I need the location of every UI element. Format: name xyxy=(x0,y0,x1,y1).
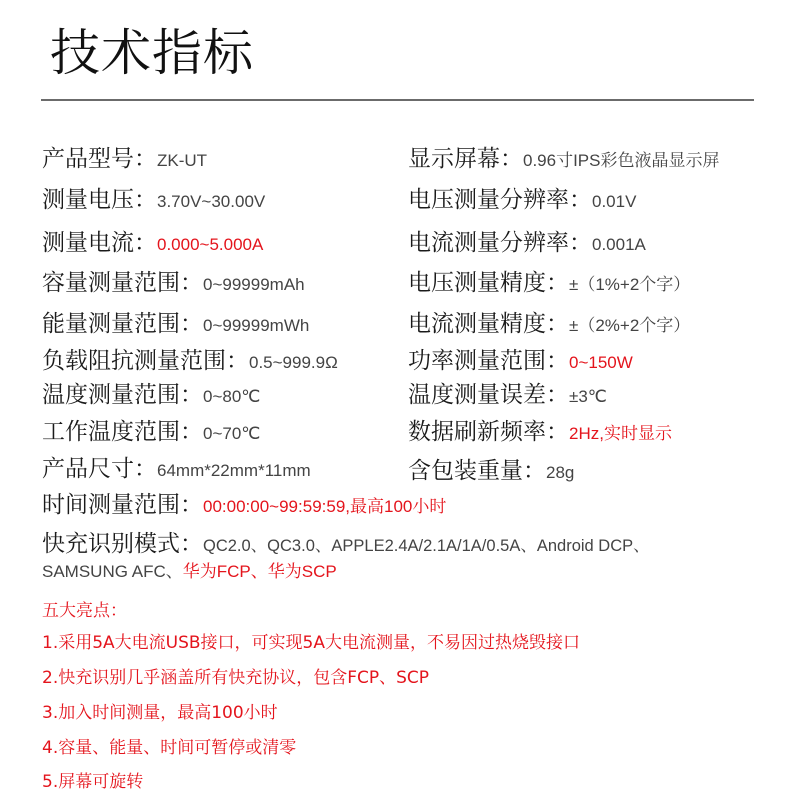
spec-label: 产品尺寸： xyxy=(42,456,157,482)
spec-label: 数据刷新频率： xyxy=(408,419,569,445)
spec-value: SAMSUNG AFC、 xyxy=(42,562,183,581)
spec-label: 电压测量分辨率： xyxy=(408,187,592,213)
highlight-item: 2.快充识别几乎涵盖所有快充协议，包含FCP、SCP xyxy=(42,668,430,688)
spec-row-working-temp xyxy=(42,413,260,446)
highlight-item: 4.容量、能量、时间可暂停或清零 xyxy=(42,738,297,758)
spec-value: QC2.0、QC3.0、APPLE2.4A/2.1A/1A/0.5A、Android DCP、 xyxy=(203,537,650,555)
spec-row-current xyxy=(42,224,263,257)
spec-value: ±3℃ xyxy=(569,387,607,406)
highlight-item: 5.屏幕可旋转 xyxy=(42,772,144,792)
spec-row-refresh-rate xyxy=(408,413,672,446)
spec-label: 工作温度范围： xyxy=(42,419,203,445)
spec-row-fast-charge-cont xyxy=(42,557,337,582)
spec-label: 测量电流： xyxy=(42,230,157,256)
spec-value: 0~99999mAh xyxy=(203,275,305,294)
spec-value-highlight: 华为FCP、华为SCP xyxy=(182,562,337,581)
spec-value: 0.01V xyxy=(592,192,637,211)
title-divider xyxy=(41,99,754,101)
spec-label: 快充识别模式： xyxy=(42,531,203,557)
spec-row-size xyxy=(42,450,311,483)
spec-row-capacity xyxy=(42,264,305,297)
spec-label: 产品型号： xyxy=(42,146,157,172)
spec-row-voltage xyxy=(42,181,265,214)
spec-label: 能量测量范围： xyxy=(42,311,203,337)
spec-row-temp-error xyxy=(408,376,607,409)
spec-label: 电压测量精度： xyxy=(408,270,569,296)
spec-value: ZK-UT xyxy=(157,151,208,170)
spec-value: ±（2%+2个字） xyxy=(569,316,691,335)
spec-label: 电流测量精度： xyxy=(408,311,569,337)
spec-row-voltage-resolution xyxy=(408,181,636,214)
spec-row-display xyxy=(408,140,720,173)
spec-value: 3.70V~30.00V xyxy=(157,192,266,211)
spec-label: 电流测量分辨率： xyxy=(408,230,592,256)
spec-value-highlight: 00:00:00~99:59:59,最高100小时 xyxy=(203,497,447,516)
spec-row-temp-range xyxy=(42,376,260,409)
spec-value: 0.96寸IPS彩色液晶显示屏 xyxy=(523,151,720,170)
spec-row-current-resolution xyxy=(408,224,646,257)
spec-value: 0~99999mWh xyxy=(203,316,310,335)
spec-label: 时间测量范围： xyxy=(42,492,203,518)
spec-row-voltage-accuracy xyxy=(408,264,690,297)
spec-row-current-accuracy xyxy=(408,305,690,338)
highlight-item: 3.加入时间测量，最高100小时 xyxy=(42,703,278,723)
spec-value-highlight: 2Hz,实时显示 xyxy=(569,424,672,443)
spec-label: 测量电压： xyxy=(42,187,157,213)
spec-label: 容量测量范围： xyxy=(42,270,203,296)
spec-value: 28g xyxy=(546,463,575,482)
spec-label: 功率测量范围： xyxy=(408,348,569,374)
spec-value: 0.5~999.9Ω xyxy=(249,353,338,372)
spec-value: 64mm*22mm*11mm xyxy=(157,461,311,480)
page-title: 技术指标 xyxy=(50,24,254,82)
spec-value: 0.001A xyxy=(592,235,646,254)
spec-row-time-range xyxy=(42,486,446,519)
spec-row-fast-charge xyxy=(42,525,650,558)
spec-row-power-range xyxy=(408,342,633,375)
spec-label: 温度测量范围： xyxy=(42,382,203,408)
spec-row-model xyxy=(42,140,207,173)
spec-label: 负载阻抗测量范围： xyxy=(42,348,249,374)
spec-row-weight xyxy=(408,452,574,485)
highlights-heading: 五大亮点： xyxy=(42,601,127,621)
spec-value-highlight: 0.000~5.000A xyxy=(157,235,264,254)
spec-label: 温度测量误差： xyxy=(408,382,569,408)
spec-value: 0~80℃ xyxy=(203,387,261,406)
spec-value: 0~70℃ xyxy=(203,424,261,443)
spec-value-highlight: 0~150W xyxy=(569,353,633,372)
spec-label: 显示屏幕： xyxy=(408,146,523,172)
highlight-item: 1.采用5A大电流USB接口，可实现5A大电流测量，不易因过热烧毁接口 xyxy=(42,633,581,653)
spec-label: 含包装重量： xyxy=(408,458,546,484)
spec-value: ±（1%+2个字） xyxy=(569,275,691,294)
spec-row-impedance xyxy=(42,342,338,375)
spec-row-energy xyxy=(42,305,309,338)
